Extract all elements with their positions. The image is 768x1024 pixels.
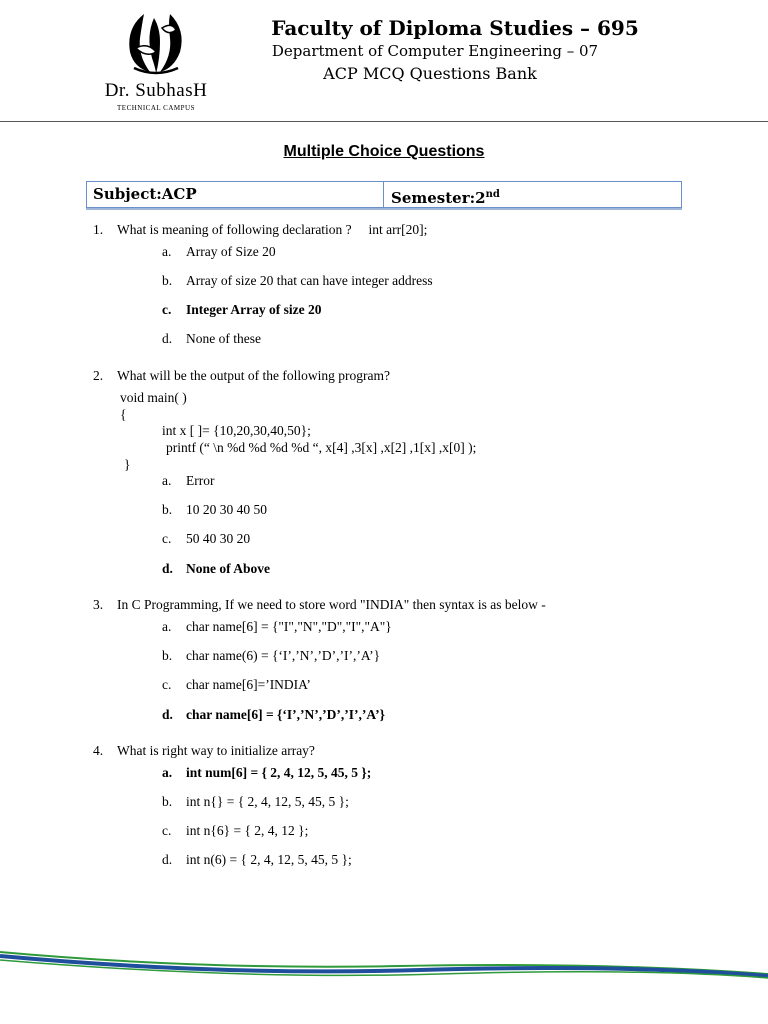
question-number: 3.	[93, 597, 104, 612]
option-text: int n(6) = { 2, 4, 12, 5, 45, 5 };	[186, 852, 352, 867]
question-3	[93, 597, 546, 613]
option-letter: d.	[162, 331, 173, 346]
code-line-3: int x [ ]= {10,20,30,40,50};	[162, 423, 311, 438]
question-bank-title: ACP MCQ Questions Bank	[323, 64, 537, 83]
subject-table	[86, 181, 682, 208]
option-text: Integer Array of size 20	[186, 302, 322, 317]
option-4d	[162, 852, 352, 868]
option-1a	[162, 244, 276, 260]
option-4a-answer	[162, 765, 371, 781]
option-letter: c.	[162, 823, 172, 838]
option-letter: a.	[162, 765, 173, 780]
option-3c	[162, 677, 311, 693]
page-heading: Multiple Choice Questions	[283, 143, 485, 160]
option-3d-answer	[162, 707, 385, 723]
header-divider	[0, 121, 768, 122]
option-1c-answer	[162, 302, 321, 318]
question-number: 1.	[93, 222, 104, 237]
page-header	[0, 0, 768, 120]
option-text: int num[6] = { 2, 4, 12, 5, 45, 5 };	[186, 765, 372, 780]
logo-emblem-icon	[116, 8, 196, 80]
subject-cell: Subject:ACP	[93, 185, 197, 203]
option-text: None of these	[186, 331, 261, 346]
semester-label: Semester:2	[391, 189, 486, 207]
option-text: Error	[186, 473, 215, 488]
footer-wave-decoration	[0, 930, 768, 990]
question-text: What is right way to initialize array?	[117, 743, 315, 758]
option-text: Array of size 20 that can have integer address	[186, 273, 433, 288]
option-letter: b.	[162, 794, 173, 809]
logo-name: Dr. SubhasH	[104, 80, 208, 101]
code-line-5: }	[124, 457, 131, 472]
option-text: 10 20 30 40 50	[186, 502, 267, 517]
option-2b	[162, 502, 267, 518]
option-text: Array of Size 20	[186, 244, 276, 259]
option-letter: a.	[162, 619, 172, 634]
option-letter: c.	[162, 302, 172, 317]
code-line-2: {	[120, 407, 127, 422]
question-number: 4.	[93, 743, 104, 758]
option-2c	[162, 531, 250, 547]
option-text: char name[6] = {"I","N","D","I","A"}	[186, 619, 392, 634]
option-2a	[162, 473, 214, 489]
logo-subtitle: TECHNICAL CAMPUS	[117, 104, 195, 112]
semester-cell	[391, 182, 675, 207]
option-1b	[162, 273, 433, 289]
question-text: What will be the output of the following program?	[117, 368, 390, 383]
option-letter: c.	[162, 531, 172, 546]
code-line-4: printf (“ \n %d %d %d %d “, x[4] ,3[x] ,x[2] ,1[x] ,x[0] );	[166, 440, 477, 455]
option-text: None of Above	[186, 561, 270, 576]
option-text: char name(6) = {‘I’,’N’,’D’,’I’,’A’}	[186, 648, 381, 663]
option-letter: b.	[162, 502, 173, 517]
question-2	[93, 368, 390, 384]
option-text: 50 40 30 20	[186, 531, 251, 546]
semester-suffix: nd	[485, 189, 500, 200]
question-1	[93, 222, 427, 238]
question-text: What is meaning of following declaration ? int arr[20];	[117, 222, 428, 237]
option-letter: c.	[162, 677, 172, 692]
college-logo	[88, 8, 224, 114]
option-3b	[162, 648, 380, 664]
option-text: char name[6]=’INDIA’	[186, 677, 311, 692]
option-4c	[162, 823, 308, 839]
question-number: 2.	[93, 368, 104, 383]
option-3a	[162, 619, 392, 635]
option-text: int n{} = { 2, 4, 12, 5, 45, 5 };	[186, 794, 349, 809]
question-4	[93, 743, 315, 759]
faculty-title: Faculty of Diploma Studies – 695	[271, 16, 639, 40]
option-letter: a.	[162, 473, 172, 488]
option-2d-answer	[162, 561, 270, 577]
option-letter: a.	[162, 244, 172, 259]
option-1d	[162, 331, 261, 347]
option-letter: d.	[162, 852, 173, 867]
option-text: char name[6] = {‘I’,’N’,’D’,’I’,’A’}	[186, 707, 385, 722]
option-letter: d.	[162, 561, 173, 576]
option-letter: b.	[162, 648, 173, 663]
option-4b	[162, 794, 349, 810]
table-divider	[383, 182, 384, 207]
question-text: In C Programming, If we need to store word "INDIA" then syntax is as below -	[117, 597, 546, 612]
code-line-1: void main( )	[120, 390, 187, 405]
department-title: Department of Computer Engineering – 07	[271, 42, 599, 60]
option-text: int n{6} = { 2, 4, 12 };	[186, 823, 309, 838]
option-letter: d.	[162, 707, 173, 722]
option-letter: b.	[162, 273, 173, 288]
